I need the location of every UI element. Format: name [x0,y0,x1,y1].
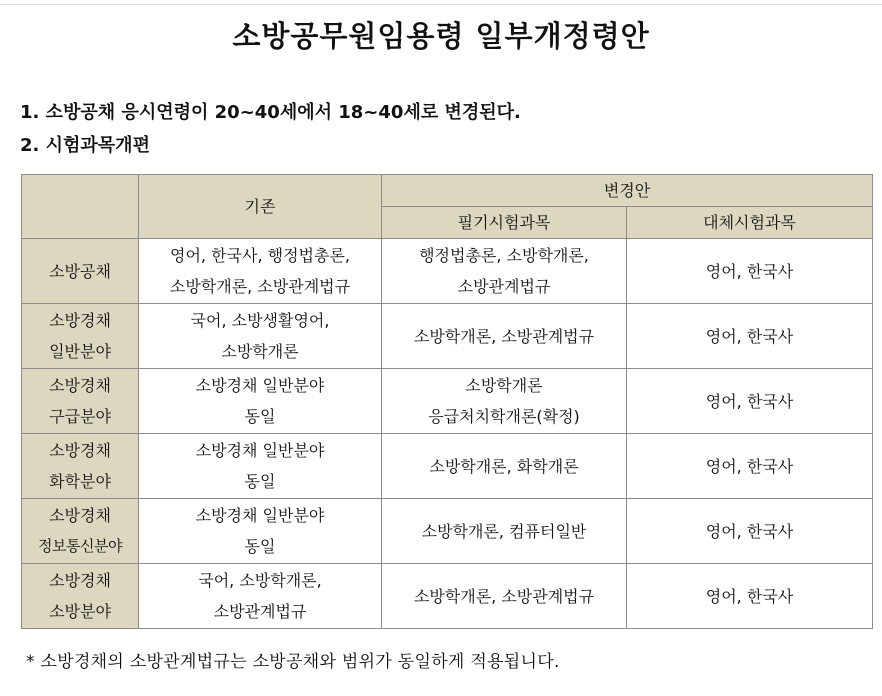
existing-line: 소방학개론, 소방관계법규 [169,277,351,296]
existing-line: 동일 [244,407,276,426]
existing-line: 동일 [244,472,276,491]
row-substitute [627,369,873,434]
header-proposed: 변경안 [382,175,873,207]
table-row [22,499,873,564]
existing-line: 영어, 한국사, 행정법총론, [170,246,350,265]
existing-line: 동일 [244,537,276,556]
existing-line: 국어, 소방학개론, [198,571,322,590]
row-category [22,499,139,564]
substitute-line: 영어, 한국사 [705,586,794,606]
row-substitute [627,499,873,564]
row-existing [139,369,382,434]
row-written [382,564,627,629]
row-category [22,564,139,629]
category-line: 소방경채 [49,506,111,525]
substitute-line: 영어, 한국사 [705,391,794,411]
written-line: 소방학개론 [465,376,543,395]
row-existing [139,239,382,304]
row-category [22,369,139,434]
row-existing [139,499,382,564]
written-line: 행정법총론, 소방학개론, [419,246,589,265]
row-category [22,239,139,304]
existing-line: 소방경채 일반분야 [195,506,325,525]
row-written [382,369,627,434]
written-line: 소방학개론, 소방관계법규 [413,586,595,606]
table-row [22,239,873,304]
written-line: 응급처치학개론(확정) [428,407,580,426]
table-row [22,434,873,499]
category-line: 정보통신분야 [38,537,122,555]
category-line: 소방경채 [49,311,111,330]
category-line: 소방공채 [49,261,111,281]
row-substitute [627,304,873,369]
written-line: 소방학개론, 화학개론 [429,456,579,476]
header-category-blank [22,175,139,239]
existing-line: 국어, 소방생활영어, [190,311,330,330]
written-line: 소방학개론, 컴퓨터일반 [421,521,587,541]
category-line: 소방경채 [49,441,111,460]
written-line: 소방학개론, 소방관계법규 [413,326,595,346]
point-age-change: 1. 소방공채 응시연령이 20~40세에서 18~40세로 변경된다. [20,102,521,123]
category-line: 소방분야 [49,602,111,621]
substitute-line: 영어, 한국사 [705,456,794,476]
page-title: 소방공무원임용령 일부개정령안 [232,19,650,53]
category-line: 화학분야 [49,472,111,491]
top-divider [0,4,882,5]
substitute-line: 영어, 한국사 [705,326,794,346]
existing-line: 소방경채 일반분야 [195,441,325,460]
row-substitute [627,239,873,304]
footnote: * 소방경채의 소방관계법규는 소방공채와 범위가 동일하게 적용됩니다. [26,652,560,672]
point-subject-reform: 2. 시험과목개편 [20,135,150,156]
table-row [22,564,873,629]
row-written [382,239,627,304]
header-row-top [22,175,873,207]
row-substitute [627,434,873,499]
written-line: 소방관계법규 [457,277,551,296]
row-category [22,304,139,369]
row-substitute [627,564,873,629]
row-existing [139,564,382,629]
row-written [382,434,627,499]
row-written [382,304,627,369]
header-substitute-exam: 대체시험과목 [627,207,873,239]
exam-subject-table [21,174,873,629]
category-line: 소방경채 [49,376,111,395]
existing-line: 소방관계법규 [213,602,307,621]
existing-line: 소방경채 일반분야 [195,376,325,395]
row-category [22,434,139,499]
table-row [22,304,873,369]
category-line: 일반분야 [49,342,111,361]
substitute-line: 영어, 한국사 [705,261,794,281]
row-written [382,499,627,564]
row-existing [139,304,382,369]
substitute-line: 영어, 한국사 [705,521,794,541]
row-existing [139,434,382,499]
table-row [22,369,873,434]
category-line: 소방경채 [49,571,111,590]
category-line: 구급분야 [49,407,111,426]
header-existing: 기존 [139,175,382,239]
existing-line: 소방학개론 [221,342,299,361]
header-written-exam: 필기시험과목 [382,207,627,239]
